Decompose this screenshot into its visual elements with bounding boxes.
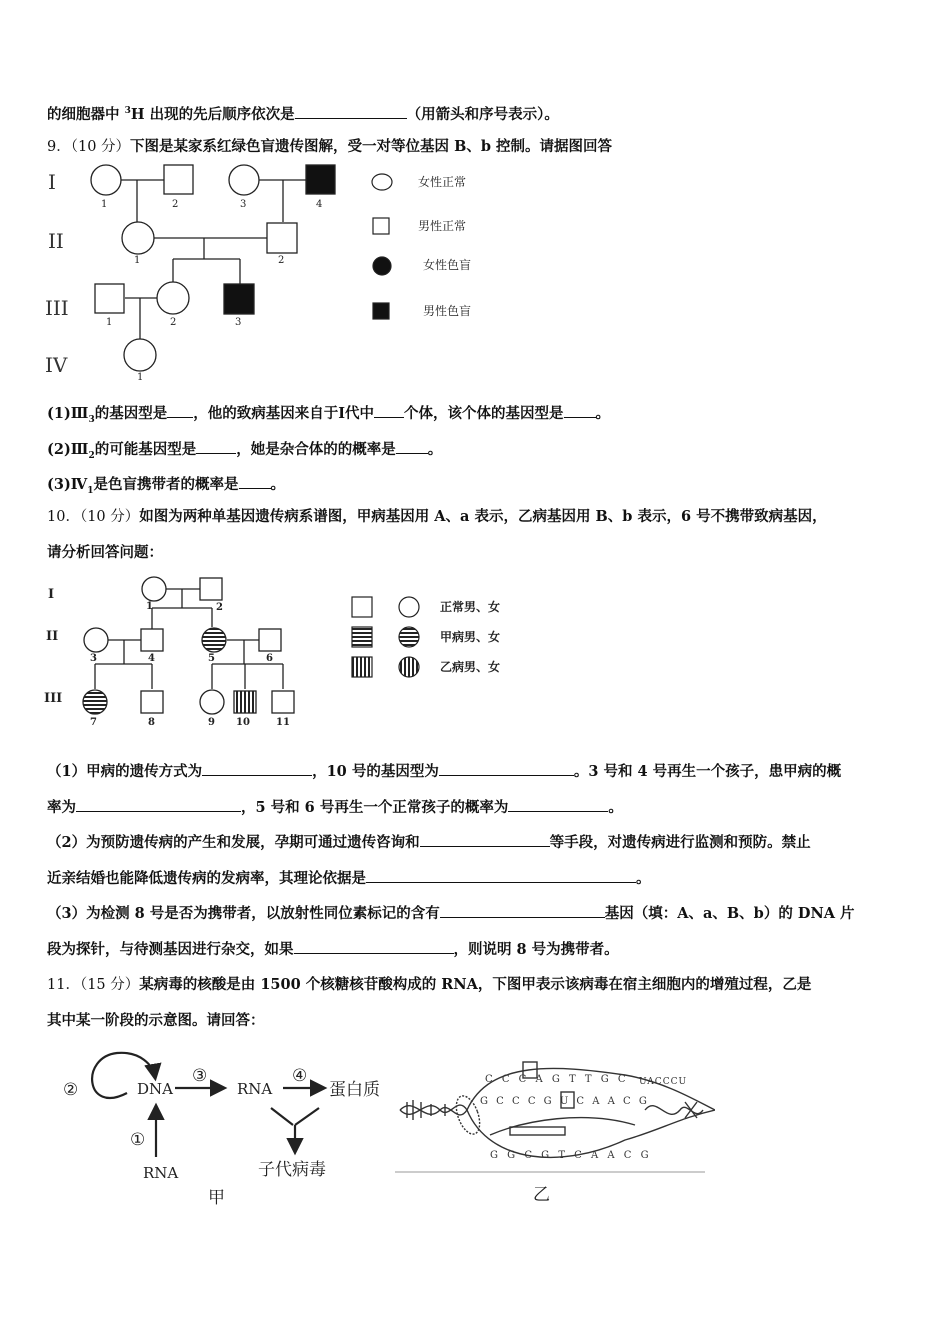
legend-female-disease-b xyxy=(399,657,419,677)
legend-label: 正常男、女 xyxy=(440,600,501,614)
svg-text:4: 4 xyxy=(316,199,323,210)
pedigree-male-normal xyxy=(267,223,297,253)
legend-label: 女性色盲 xyxy=(423,258,472,272)
step-label: ② xyxy=(63,1080,79,1100)
svg-text:4: 4 xyxy=(148,653,155,664)
answer-blank[interactable] xyxy=(420,832,550,847)
figure-caption: 乙 xyxy=(533,1185,550,1205)
pedigree-female-normal xyxy=(157,282,189,314)
answer-blank[interactable] xyxy=(76,797,241,812)
generation-label: I xyxy=(48,587,55,602)
node-label: 蛋白质 xyxy=(329,1080,380,1100)
svg-text:6: 6 xyxy=(266,653,273,664)
q10-stem-2: 请分析回答问题： xyxy=(47,544,163,561)
pedigree-male-normal xyxy=(95,284,124,313)
pedigree-male-affected xyxy=(224,284,254,314)
q11-figure-jia xyxy=(55,1045,395,1205)
answer-blank[interactable] xyxy=(396,439,428,454)
q10-part2: （2）为预防遗传病的产生和发展，孕期可通过遗传咨询和 等手段，对遗传病进行监测和预防。禁止 xyxy=(47,834,811,851)
node-label: 子代病毒 xyxy=(258,1160,326,1180)
legend-male-disease-a xyxy=(352,627,372,647)
legend-label: 男性正常 xyxy=(418,219,467,233)
legend-male-normal xyxy=(373,218,389,234)
assembly-line xyxy=(271,1108,293,1125)
answer-blank[interactable] xyxy=(295,104,407,119)
answer-blank[interactable] xyxy=(508,797,608,812)
generation-label: IV xyxy=(45,353,68,377)
generation-label: I xyxy=(48,170,56,194)
pedigree-female-normal xyxy=(91,165,121,195)
rna-strand: G C C C G U C A A C G xyxy=(480,1096,650,1107)
answer-blank[interactable] xyxy=(440,903,605,918)
svg-text:1: 1 xyxy=(101,199,108,210)
svg-text:10: 10 xyxy=(236,717,250,728)
pedigree-male-normal xyxy=(272,691,294,713)
q8-tail-line xyxy=(47,101,559,125)
question-number: 10． xyxy=(47,509,80,525)
dna-template-strand: C C C A G T T G C xyxy=(485,1074,629,1085)
q8-text: （用箭头和序号表示）。 xyxy=(406,105,559,123)
q9-pedigree-figure xyxy=(40,160,500,385)
svg-text:3: 3 xyxy=(90,653,97,664)
svg-text:3: 3 xyxy=(240,199,247,210)
pedigree-female-normal xyxy=(124,339,156,371)
pedigree-female-normal xyxy=(229,165,259,195)
q10-pedigree-figure xyxy=(40,572,540,732)
answer-blank[interactable] xyxy=(202,761,312,776)
q10-part3: （3）为检测 8 号是否为携带者，以放射性同位素标记的含有 基因（填：A、a、B、b）的 DNA 片 xyxy=(47,905,855,922)
pedigree-female-normal xyxy=(84,628,108,652)
pedigree-female-disease-a xyxy=(83,690,107,714)
svg-text:2: 2 xyxy=(216,602,223,613)
question-score: （10 分） xyxy=(79,509,140,525)
answer-blank[interactable] xyxy=(366,868,636,883)
legend-label: 甲病男、女 xyxy=(440,630,501,644)
pedigree-male-normal xyxy=(141,691,163,713)
answer-blank[interactable] xyxy=(196,439,236,454)
node-label: RNA xyxy=(143,1164,179,1182)
answer-blank[interactable] xyxy=(167,403,193,418)
svg-text:2: 2 xyxy=(172,199,179,210)
pedigree-male-disease-b xyxy=(234,691,256,713)
node-label: RNA xyxy=(237,1080,273,1098)
dna-coding-strand: G G C G T C A A C G xyxy=(490,1150,652,1161)
q9-sub2: $(2)Ⅲ_2$的可能基因型是 ，她是杂合体的的概率是 。 xyxy=(47,441,443,461)
svg-text:2: 2 xyxy=(170,317,177,328)
pedigree-male-normal xyxy=(259,629,281,651)
legend-label: 男性色盲 xyxy=(423,304,472,318)
q9-stem xyxy=(47,137,612,157)
pedigree-female-normal xyxy=(142,577,166,601)
step-label: ③ xyxy=(192,1066,208,1086)
pedigree-female-disease-a xyxy=(202,628,226,652)
generation-label: III xyxy=(44,691,63,706)
legend-male-disease-b xyxy=(352,657,372,677)
answer-blank[interactable] xyxy=(294,939,454,954)
q11-figure-yi xyxy=(395,1040,715,1210)
pedigree-male-normal xyxy=(164,165,193,194)
q10-part2-cont: 近亲结婚也能降低遗传病的发病率，其理论依据是 。 xyxy=(47,870,651,887)
question-score: （10 分） xyxy=(70,139,131,155)
svg-text:3: 3 xyxy=(235,317,242,328)
svg-text:2: 2 xyxy=(278,255,285,266)
legend-female-normal xyxy=(372,174,392,190)
svg-text:9: 9 xyxy=(208,717,215,728)
svg-text:1: 1 xyxy=(146,601,153,612)
q10-part1: （1）甲病的遗传方式为 ，10 号的基因型为 。3 号和 4 号再生一个孩子，患甲病的概 xyxy=(47,763,842,780)
legend-female-normal xyxy=(399,597,419,617)
question-stem: 如图为两种单基因遗传病系谱图，甲病基因用 A、a 表示，乙病基因用 B、b 表示，6 号不携带致病基因， xyxy=(139,508,827,525)
legend-female-affected xyxy=(373,257,391,275)
q8-text: H 出现的先后顺序依次是 xyxy=(130,105,295,123)
q11-stem xyxy=(47,975,811,995)
answer-blank[interactable] xyxy=(239,474,271,489)
step-label: ① xyxy=(130,1130,146,1150)
question-stem: 下图是某家系红绿色盲遗传图解，受一对等位基因 B、b 控制。请据图回答 xyxy=(130,138,613,155)
question-score: （15 分） xyxy=(79,977,140,993)
q11-stem-2: 其中某一阶段的示意图。请回答： xyxy=(47,1012,265,1029)
figure-caption: 甲 xyxy=(208,1188,225,1205)
question-number: 9． xyxy=(47,139,71,155)
pedigree-male-normal xyxy=(200,578,222,600)
pedigree-male-normal xyxy=(141,629,163,651)
rna-tail: UACCCU xyxy=(639,1077,688,1087)
legend-label: 女性正常 xyxy=(418,175,467,189)
q9-sub1: $(1)Ⅲ_3$的基因型是 ，他的致病基因来自于Ⅰ代中 个体，该个体的基因型是 。 xyxy=(47,405,611,425)
assembly-line xyxy=(295,1108,319,1125)
svg-text:1: 1 xyxy=(137,372,144,383)
q9-sub3: $(3)Ⅳ_1$是色盲携带者的概率是 。 xyxy=(47,476,286,496)
answer-blank[interactable] xyxy=(374,403,404,418)
legend-female-disease-a xyxy=(399,627,419,647)
step-label: ④ xyxy=(292,1066,308,1086)
generation-label: II xyxy=(48,229,64,253)
answer-blank[interactable] xyxy=(564,403,596,418)
q10-part1-cont: 率为 ，5 号和 6 号再生一个正常孩子的概率为 。 xyxy=(47,799,623,816)
svg-text:11: 11 xyxy=(276,717,290,728)
q10-part3-cont: 段为探针，与待测基因进行杂交，如果 ，则说明 8 号为携带者。 xyxy=(47,941,619,958)
question-stem: 某病毒的核酸是由 1500 个核糖核苷酸构成的 RNA，下图甲表示该病毒在宿主细胞内的增殖过程，乙是 xyxy=(139,976,812,993)
generation-label: II xyxy=(46,629,59,644)
pedigree-female-normal xyxy=(200,690,224,714)
generation-label: III xyxy=(45,296,69,320)
legend-label: 乙病男、女 xyxy=(440,660,501,674)
q8-sup: 3 xyxy=(124,106,131,116)
pedigree-female-normal xyxy=(122,222,154,254)
legend-male-affected xyxy=(373,303,389,319)
svg-text:1: 1 xyxy=(134,255,141,266)
node-label: DNA xyxy=(137,1080,173,1098)
svg-text:1: 1 xyxy=(106,317,113,328)
question-number: 11． xyxy=(47,977,80,993)
q10-stem xyxy=(47,507,827,527)
svg-text:7: 7 xyxy=(90,717,97,728)
answer-blank[interactable] xyxy=(439,761,574,776)
svg-text:5: 5 xyxy=(208,653,215,664)
q8-text: 的细胞器中 xyxy=(47,105,125,123)
legend-male-normal xyxy=(352,597,372,617)
pedigree-male-affected xyxy=(306,165,335,194)
svg-text:8: 8 xyxy=(148,717,155,728)
